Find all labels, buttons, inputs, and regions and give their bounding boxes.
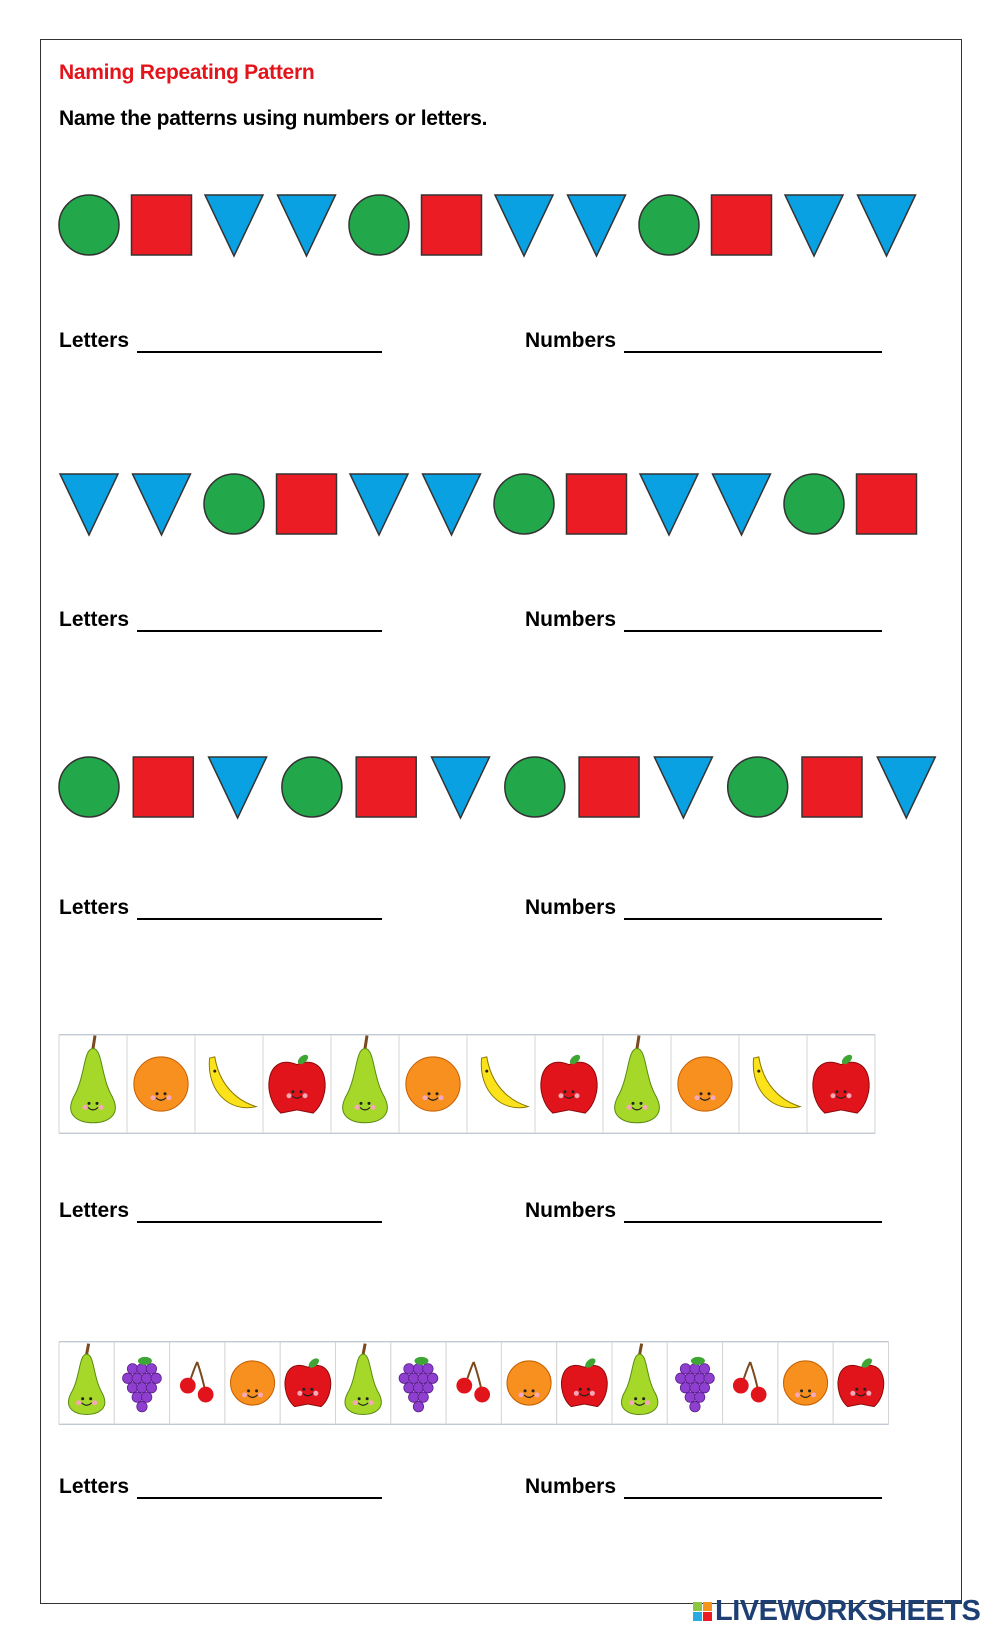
triangle-icon (877, 757, 935, 818)
numbers-answer-1 (525, 329, 882, 353)
circle-icon (728, 757, 788, 817)
orange-icon (671, 1035, 739, 1133)
triangle-icon (654, 757, 712, 818)
letters-answer-1 (59, 329, 382, 353)
square-icon (712, 195, 772, 255)
circle-icon (282, 757, 342, 817)
pear-icon (603, 1035, 671, 1133)
pattern-row-4 (0, 1030, 1000, 1138)
triangle-icon (640, 474, 698, 535)
numbers-label: Numbers (525, 1199, 617, 1222)
circle-icon (784, 474, 844, 534)
triangle-icon (858, 195, 916, 256)
triangle-icon (209, 757, 267, 818)
numbers-blank-field[interactable] (624, 612, 882, 632)
numbers-label: Numbers (525, 608, 617, 631)
circle-icon (505, 757, 565, 817)
letters-blank-field[interactable] (137, 900, 382, 920)
orange-icon (501, 1342, 556, 1424)
apple-icon (280, 1342, 335, 1424)
triangle-icon (423, 474, 481, 535)
square-icon (132, 195, 192, 255)
triangle-icon (60, 474, 118, 535)
letters-blank-field[interactable] (137, 1479, 382, 1499)
pear-icon (59, 1035, 127, 1133)
numbers-label: Numbers (525, 329, 617, 352)
square-icon (802, 757, 862, 817)
pattern-row-3 (0, 745, 1000, 829)
square-icon (356, 757, 416, 817)
triangle-icon (495, 195, 553, 256)
banana-icon (467, 1035, 535, 1133)
orange-icon (778, 1342, 833, 1424)
numbers-answer-4 (525, 1199, 882, 1223)
circle-icon (59, 757, 119, 817)
numbers-label: Numbers (525, 1475, 617, 1498)
pear-icon (59, 1342, 114, 1424)
pear-icon (331, 1035, 399, 1133)
square-icon (277, 474, 337, 534)
numbers-label: Numbers (525, 896, 617, 919)
liveworksheets-logo (693, 1595, 980, 1628)
circle-icon (59, 195, 119, 255)
letters-label: Letters (59, 1199, 130, 1222)
letters-label: Letters (59, 896, 130, 919)
circle-icon (639, 195, 699, 255)
apple-icon (535, 1035, 603, 1133)
numbers-blank-field[interactable] (624, 900, 882, 920)
apple-icon (807, 1035, 875, 1133)
letters-blank-field[interactable] (137, 1203, 382, 1223)
pear-icon (612, 1342, 667, 1424)
numbers-answer-3 (525, 896, 882, 920)
banana-icon (739, 1035, 807, 1133)
triangle-icon (785, 195, 843, 256)
square-icon (422, 195, 482, 255)
worksheet-instruction: Name the patterns using numbers or letters. (59, 107, 488, 130)
letters-label: Letters (59, 329, 130, 352)
pattern-row-1 (0, 185, 1000, 265)
apple-icon (833, 1342, 888, 1424)
orange-icon (225, 1342, 280, 1424)
cherries-icon (446, 1342, 501, 1424)
letters-blank-field[interactable] (137, 612, 382, 632)
numbers-answer-5 (525, 1475, 882, 1499)
logo-text: LIVEWORKSHEETS (715, 1595, 981, 1627)
pattern-row-2 (0, 463, 1000, 545)
grapes-icon (667, 1342, 722, 1424)
triangle-icon (133, 474, 191, 535)
apple-icon (263, 1035, 331, 1133)
letters-label: Letters (59, 608, 130, 631)
numbers-blank-field[interactable] (624, 1479, 882, 1499)
orange-icon (399, 1035, 467, 1133)
circle-icon (349, 195, 409, 255)
cherries-icon (723, 1342, 778, 1424)
circle-icon (494, 474, 554, 534)
orange-icon (127, 1035, 195, 1133)
worksheet-title: Naming Repeating Pattern (59, 61, 315, 84)
numbers-blank-field[interactable] (624, 1203, 882, 1223)
grapes-icon (391, 1342, 446, 1424)
square-icon (567, 474, 627, 534)
letters-answer-3 (59, 896, 382, 920)
triangle-icon (568, 195, 626, 256)
square-icon (133, 757, 193, 817)
triangle-icon (713, 474, 771, 535)
triangle-icon (350, 474, 408, 535)
triangle-icon (432, 757, 490, 818)
numbers-answer-2 (525, 608, 882, 632)
banana-icon (195, 1035, 263, 1133)
pear-icon (336, 1342, 391, 1424)
square-icon (579, 757, 639, 817)
triangle-icon (205, 195, 263, 256)
circle-icon (204, 474, 264, 534)
logo-mark-icon (693, 1602, 712, 1621)
grapes-icon (114, 1342, 169, 1424)
numbers-blank-field[interactable] (624, 333, 882, 353)
letters-answer-5 (59, 1475, 382, 1499)
letters-answer-4 (59, 1199, 382, 1223)
apple-icon (557, 1342, 612, 1424)
letters-blank-field[interactable] (137, 333, 382, 353)
square-icon (857, 474, 917, 534)
pattern-row-5 (0, 1337, 1000, 1429)
letters-answer-2 (59, 608, 382, 632)
letters-label: Letters (59, 1475, 130, 1498)
triangle-icon (278, 195, 336, 256)
cherries-icon (170, 1342, 225, 1424)
